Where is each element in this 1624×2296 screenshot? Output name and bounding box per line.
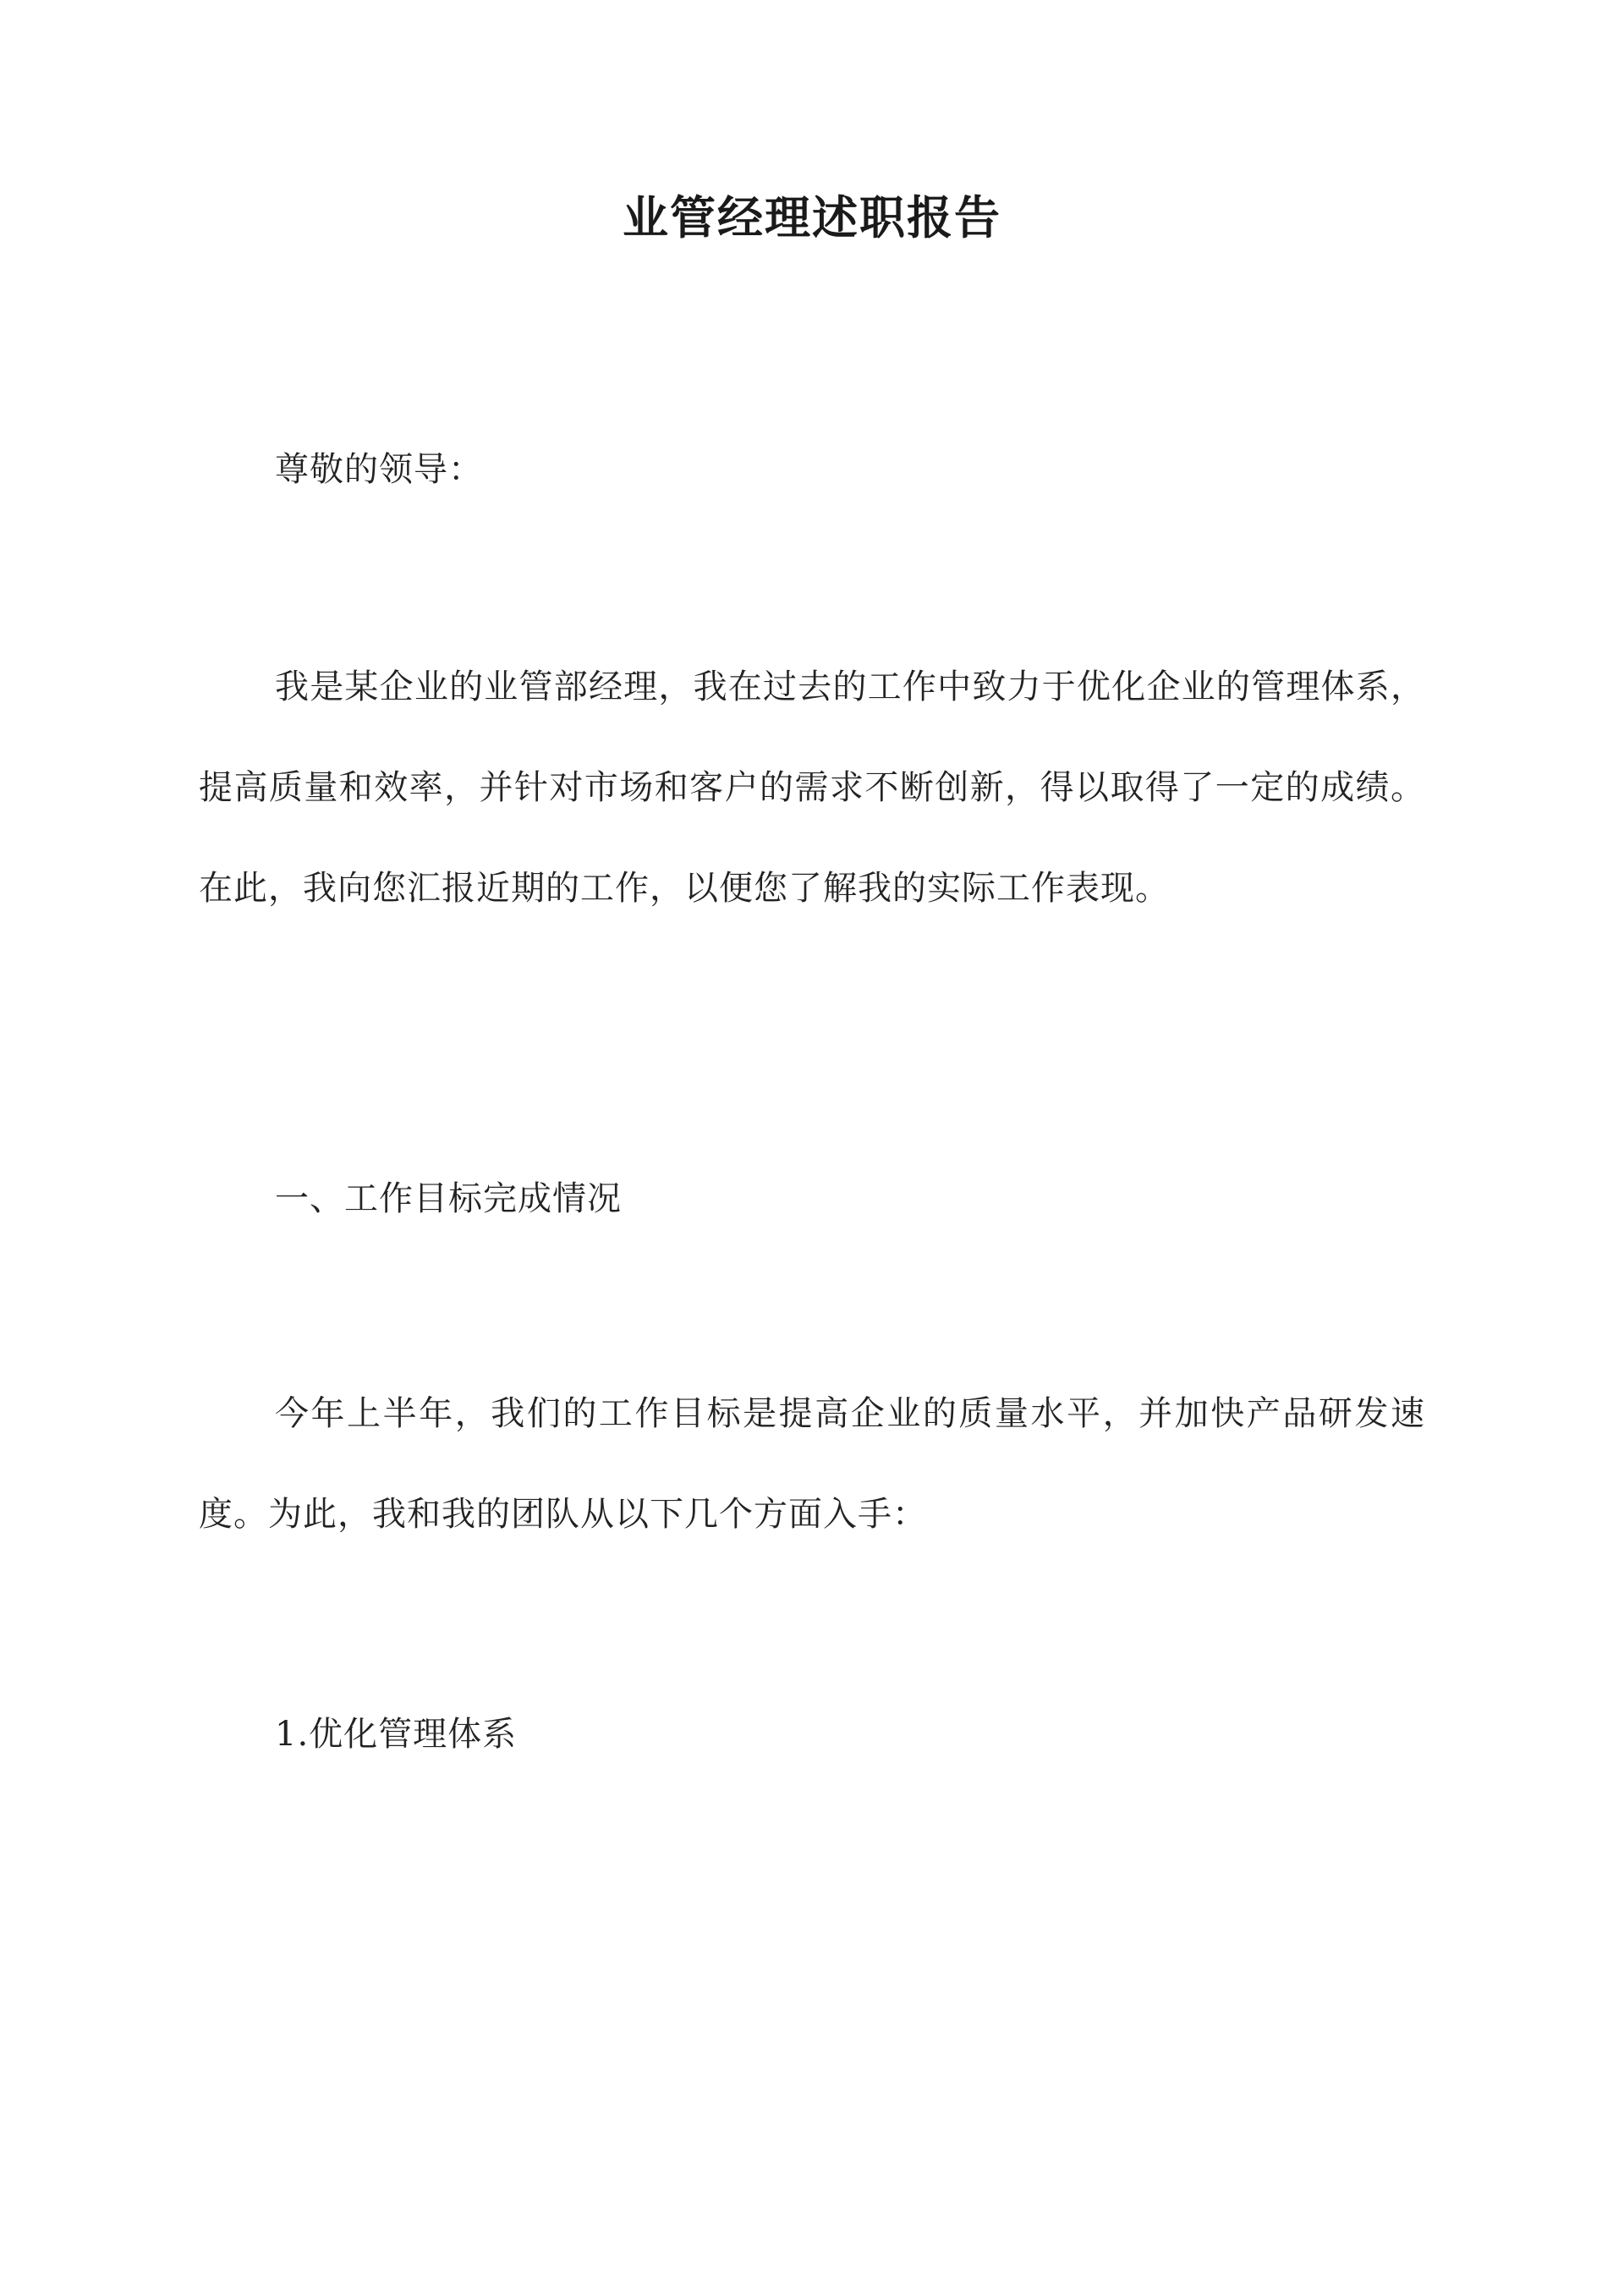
section-heading: 一、工作目标完成情况 bbox=[275, 1179, 622, 1218]
document-title: 业管经理述职报告 bbox=[623, 190, 1001, 244]
intro-paragraph: 我是某企业的业管部经理，我在过去的工作中致力于优化企业的管理体系，提高质量和效率，并针对市场和客户的需求不断创新，得以取得了一定的成绩。在此，我向您汇报近期的工作，以便您了解我的实际工作表现。 bbox=[199, 667, 1425, 908]
section-body-paragraph: 今年上半年，我们的工作目标是提高企业的质量水平，并加快产品研发速度。为此，我和我的团队从以下几个方面入手： bbox=[199, 1394, 1425, 1534]
greeting-paragraph: 尊敬的领导： bbox=[275, 450, 483, 489]
list-item-heading: 1.优化管理体系 bbox=[275, 1715, 518, 1754]
